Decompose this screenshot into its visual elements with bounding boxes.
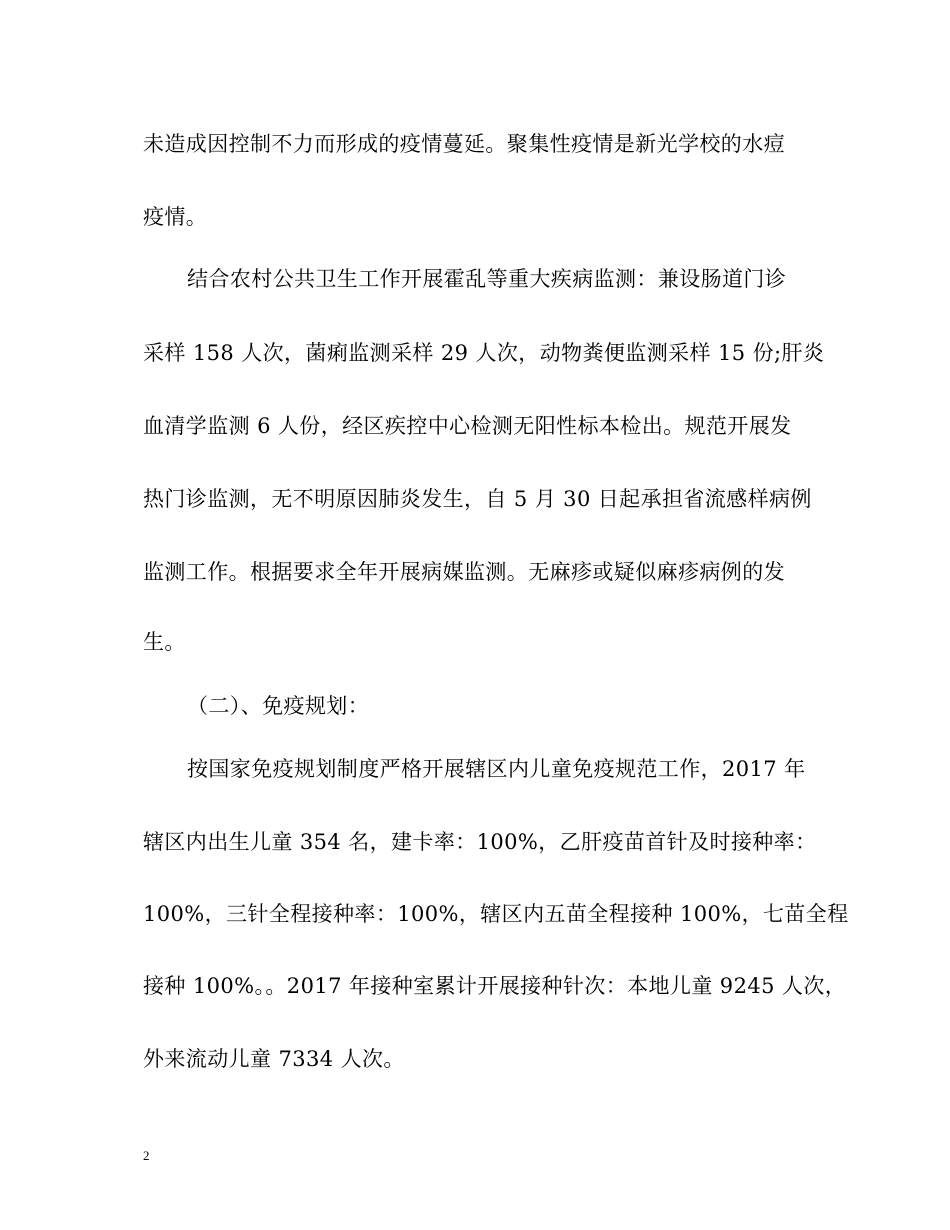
paragraph-line: 结合农村公共卫生工作开展霍乱等重大疾病监测：兼设肠道门诊 xyxy=(187,267,787,291)
page-number: 2 xyxy=(143,1148,150,1163)
text-line: 未造成因控制不力而形成的疫情蔓延。聚集性疫情是新光学校的水痘 xyxy=(143,132,785,156)
paragraph-line: 按国家免疫规划制度严格开展辖区内儿童免疫规范工作，2017 年 xyxy=(187,757,806,781)
text-line: 生。 xyxy=(143,630,186,654)
section-heading: （二）、免疫规划： xyxy=(187,694,370,718)
text-line: 血清学监测 6 人份，经区疾控中心检测无阳性标本检出。规范开展发 xyxy=(143,414,792,438)
text-line: 监测工作。根据要求全年开展病媒监测。无麻疹或疑似麻疹病例的发 xyxy=(143,560,785,584)
text-line: 接种 100%。。2017 年接种室累计开展接种针次：本地儿童 9245 人次， xyxy=(143,974,847,998)
text-line: 疫情。 xyxy=(143,205,208,229)
text-line: 采样 158 人次，菌痢监测采样 29 人次，动物粪便监测采样 15 份;肝炎 xyxy=(143,341,825,365)
text-line: 外来流动儿童 7334 人次。 xyxy=(143,1047,405,1071)
text-line: 热门诊监测，无不明原因肺炎发生，自 5 月 30 日起承担省流感样病例 xyxy=(143,487,812,511)
text-line: 辖区内出生儿童 354 名，建卡率：100%，乙肝疫苗首针及时接种率： xyxy=(143,830,817,854)
text-line: 100%，三针全程接种率：100%，辖区内五苗全程接种 100%，七苗全程 xyxy=(143,902,849,926)
